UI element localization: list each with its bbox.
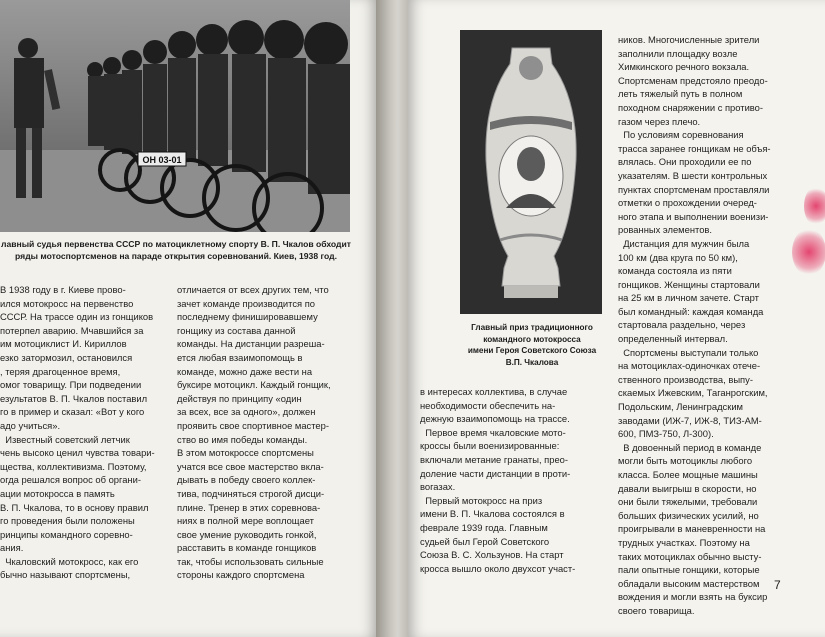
text-line: Химкинского речного вокзала. [618,61,750,73]
left-column-2 [177,283,357,582]
text-line: класса. Более мощные машины [618,469,758,480]
text-line: феврале 1939 года. Главным [420,521,548,533]
text-line: , теряя драгоценное время, [0,365,121,377]
text-line: своего товарища. [618,604,695,616]
text-line: дывать в победу своего коллек- [177,474,316,486]
text-line: отметки о прохождении очеред- [618,197,757,209]
text-line: Первый мотокросс на приз [420,494,543,506]
text-line: на мотоциклах-одиночках отече- [618,360,761,372]
plate-number: ОН 03-01 [142,155,182,165]
text-line: ственного производства, выпу- [618,373,753,385]
text-line: определенный интервал. [618,333,728,345]
text-line: расставить в команде гонщиков [177,542,317,554]
text-line: зачет команде производится по [177,297,316,309]
text-line: ниях в полной мере воплощает [177,515,314,527]
text-line: По условиям соревнования [618,129,744,141]
text-line: отличается от всех других тем, что [177,284,329,295]
text-line: имени В. П. Чкалова состоялся в [420,508,565,520]
text-line: ился мотокросс на первенство [0,297,134,309]
text-line: таких мотоциклах обычно высту- [618,550,762,562]
text-line: стороны каждого спортсмена [177,569,305,581]
text-line: гонщику из состава данной [177,324,296,336]
text-line: Союза В. С. Хользунов. На старт [420,549,564,561]
text-line: на 25 км в личном зачете. Старт [618,292,759,304]
book-spine [376,0,412,637]
text-line: В 1938 году в г. Киеве прово- [0,284,126,295]
text-line: потерпел аварию. Мчавшийся за [0,324,144,336]
text-line: команде, можно даже вести на [177,365,313,377]
text-line: го в пример и сказал: «Вот у кого [0,406,145,418]
text-line: необходимости обеспечить на- [420,399,556,411]
text-line: они были тяжелыми, требовали [618,496,758,508]
text-line: был командный: каждая команда [618,305,764,317]
text-line: ринципы командного соревно- [0,528,133,540]
text-line: рованных элементов. [618,224,712,236]
text-line: гонщиков. Женщины стартовали [618,278,760,290]
text-line: дежную взаимопомощь на трассе. [420,413,570,425]
text-line: Чкаловский мотокросс, как его [0,555,139,567]
text-line: кросса вышло около двухсот участ- [420,562,576,574]
text-line: адо учиться». [0,419,61,431]
text-line: больших физических усилий, но [618,509,759,521]
text-line: в интересах коллектива, в случае [420,386,568,397]
text-line: давали выигрыш в скорости, но [618,482,757,494]
text-line: указателям. В шести контрольных [618,169,768,181]
text-line: В. П. Чкалова, то в основу правил [0,501,149,513]
text-line: трудных участках. Поэтому на [618,536,750,548]
text-line: ство во имя победы команды. [177,433,308,445]
text-line: заводами (ИЖ-7, ИЖ-8, ТИЗ-АМ- [618,414,762,426]
text-line: Первое время чкаловские мото- [420,426,566,438]
text-line: им мотоциклист И. Кириллов [0,338,127,350]
text-line: скаемых Ижевским, Таганрогским, [618,387,768,399]
text-line: чень высоко ценил чувства товари- [0,447,155,459]
text-line: леть тяжелый путь в полном [618,88,743,100]
text-line: газом через плечо. [618,115,701,127]
right-column-2 [618,33,808,618]
text-line: Спортсмены выступали только [618,346,759,358]
trophy-vase-photo [460,30,602,314]
left-column-1 [0,283,170,582]
right-column-1 [420,385,605,575]
text-line: езультатов В. П. Чкалов поставил [0,392,148,404]
text-line: тива, подчиняться строгой дисци- [177,487,325,499]
text-line: В этом мотокроссе спортсмены [177,447,314,459]
red-stain [804,186,825,226]
text-line: включали метание гранаты, прео- [420,453,568,465]
text-line: походном снаряжении с противо- [618,101,764,113]
left-page [0,0,378,637]
text-line: плине. Тренер в этих соревнова- [177,501,321,513]
text-line: за всех, все за одного», должен [177,406,316,418]
text-line: омог товарищу. При подведении [0,379,142,391]
text-line: Спортсменам предстояло преодо- [618,74,768,86]
text-line: Подольским, Ленинградским [618,401,744,413]
text-line: пунктах спортсменам проставляли [618,183,770,195]
text-line: ного этапа и выполнении военизи- [618,210,769,222]
page-number: 7 [774,578,781,592]
text-line: вогазах. [420,481,456,493]
text-line: езко затормозил, остановился [0,351,133,363]
text-line: буксире мотоцикл. Каждый гонщик, [177,379,331,391]
text-line: ания. [0,542,24,554]
right-page [408,0,825,637]
text-line: проигрывали в маневренности на [618,523,766,535]
text-line: СССР. На трассе один из гонщиков [0,311,154,323]
text-line: учатся все свое мастерство вкла- [177,460,324,472]
text-line: трасса заранее гонщикам не объя- [618,142,771,154]
text-line: действуя по принципу «один [177,392,302,404]
text-line: щества, коллективизма. Поэтому, [0,460,147,472]
text-line: В довоенный период в команде [618,441,762,453]
parade-photo [0,0,350,232]
parade-photo-drawing [0,0,350,232]
text-line: свое умение руководить гонкой, [177,528,317,540]
text-line: кроссы были военизированные: [420,440,560,452]
text-line: 600, ПМЗ-750, Л-300). [618,428,714,440]
red-stain [792,228,825,276]
text-line: судьей был Герой Советского [420,535,550,547]
text-line: стартовала раздельно, через [618,319,746,331]
text-line: команды. На дистанции разреша- [177,338,325,350]
text-line: проявить свое спортивное мастер- [177,419,329,431]
text-line: ется любая взаимопомощь в [177,351,303,363]
text-line: ации мотокросса в память [0,487,115,499]
text-line: го проведения были положены [0,515,135,527]
text-line: 100 км (два круга по 50 км), [618,251,738,263]
text-line: ников. Многочисленные зрители [618,34,760,45]
text-line: последнему финишировавшему [177,311,318,323]
text-line: заполнили площадку возле [618,47,738,59]
text-line: доление части дистанции в проти- [420,467,571,479]
text-line: могли быть мотоциклы любого [618,455,753,467]
trophy-vase-caption: Главный приз традиционного командного мотокросса имени Героя Советского Союза В.П. Чкалова [467,323,597,367]
text-line: команда состояла из пяти [618,265,732,277]
text-line: вождения и могли взять на буксир [618,591,768,603]
text-line: так, чтобы использовать сильные [177,555,324,567]
text-line: Известный советский летчик [0,433,130,445]
text-line: огда решался вопрос об органи- [0,474,141,486]
text-line: пали опытные гонщики, которые [618,564,760,576]
text-line: Дистанция для мужчин была [618,237,750,249]
text-line: обладали высоким мастерством [618,577,760,589]
text-line: влялась. Они проходили ее по [618,156,752,168]
parade-photo-caption: лавный судья первенства СССР по матоциклетному спорту В. П. Чкалов обходит ряды мотоспортсменов на параде открытия соревнований. Киев, 1938 год. [0,239,351,261]
text-line: бычно называют спортсмены, [0,569,131,581]
trophy-vase-drawing [460,30,602,314]
